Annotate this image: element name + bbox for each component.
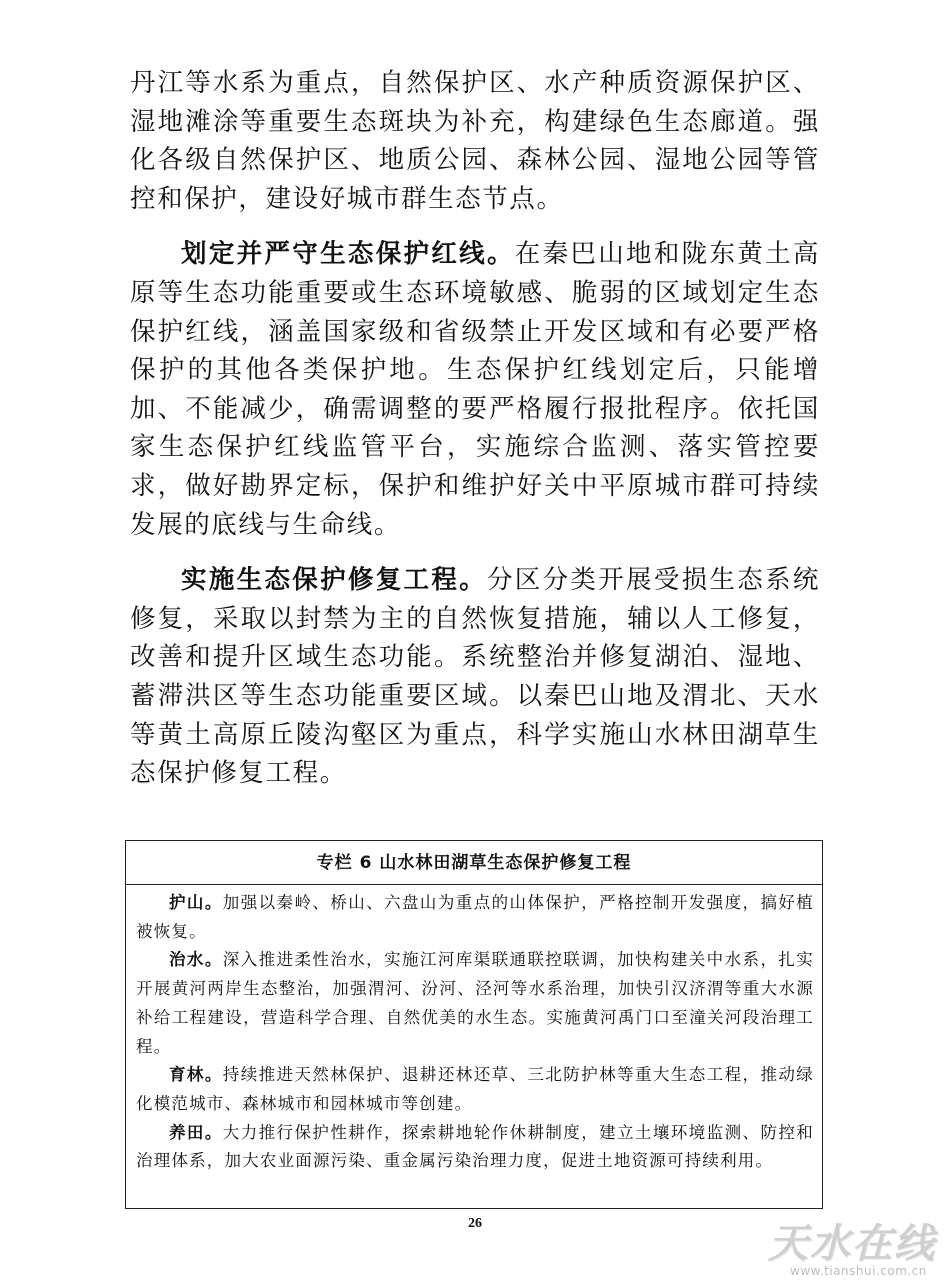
box-item-mountain [136,889,814,946]
box-item-text: 大力推行保护性耕作，探索耕地轮作休耕制度，建立土壤环境监测、防控和治理体系，加大农业面源污染、重金属污染治理力度，促进土地资源可持续利用。 [136,1122,814,1171]
box-item-text: 持续推进天然林保护、退耕还林还草、三北防护林等重大生态工程，推动绿化模范城市、森林城市和园林城市等创建。 [136,1065,814,1113]
watermark [762,1212,947,1284]
watermark-logo: 天水在线 [768,1221,936,1267]
column-box-title: 专栏 6 山水林田湖草生态保护修复工程 [126,841,822,885]
box-item-text: 深入推进柔性治水，实施江河库渠联通联控联调，加快构建关中水系，扎实开展黄河两岸生态整治，加强渭河、汾河、泾河等水系治理，加快引汉济渭等重大水源补给工程建设，营造科学合理、自然优美的水生态。实施黄河禹门口至潼关河段治理工程。 [136,950,814,1056]
box-item-text: 加强以秦岭、桥山、六盘山为重点的山体保护，严格控制开发强度，搞好植被恢复。 [136,893,814,941]
box-item-water [136,946,814,1061]
paragraph-restoration-text: 分区分类开展受损生态系统修复，采取以封禁为主的自然恢复措施，辅以人工修复，改善和提升区域生态功能。系统整治并修复湖泊、湿地、蓄滞洪区等生态功能重要区域。以秦巴山地及渭北、天水等黄土高原丘陵沟壑区为重点，科学实施山水林田湖草生态保护修复工程。 [130,565,820,789]
box-item-farmland [136,1119,814,1176]
box-item-heading: 治水。 [169,950,223,970]
box-item-forest [136,1061,814,1118]
paragraph-restoration [130,561,820,793]
page-number: 26 [468,1216,482,1231]
box-item-heading: 养田。 [169,1122,223,1142]
column-box-body [126,885,822,1176]
body-text [130,64,820,793]
paragraph-ecological-corridor: 丹江等水系为重点，自然保护区、水产种质资源保护区、湿地滩涂等重要生态斑块为补充，构建绿色生态廊道。强化各级自然保护区、地质公园、森林公园、湿地公园等管控和保护，建设好城市群生态节点。 [130,68,820,214]
watermark-url: www.tianshui.com.cn [790,1264,927,1278]
paragraph-redline-heading: 划定并严守生态保护红线。 [181,239,515,270]
paragraph-redline [130,235,820,544]
column-box [125,840,823,1209]
box-item-heading: 护山。 [169,893,223,912]
paragraph-redline-text: 在秦巴山地和陇东黄土高原等生态功能重要或生态环境敏感、脆弱的区域划定生态保护红线，涵盖国家级和省级禁止开发区域和有必要严格保护的其他各类保护地。生态保护红线划定后，只能增加、不能减少，确需调整的要严格履行报批程序。依托国家生态保护红线监管平台，实施综合监测、落实管控要求，做好勘界定标，保护和维护好关中平原城市群可持续发展的底线与生命线。 [130,239,820,540]
box-item-heading: 育林。 [169,1065,223,1085]
paragraph-restoration-heading: 实施生态保护修复工程。 [181,565,487,596]
